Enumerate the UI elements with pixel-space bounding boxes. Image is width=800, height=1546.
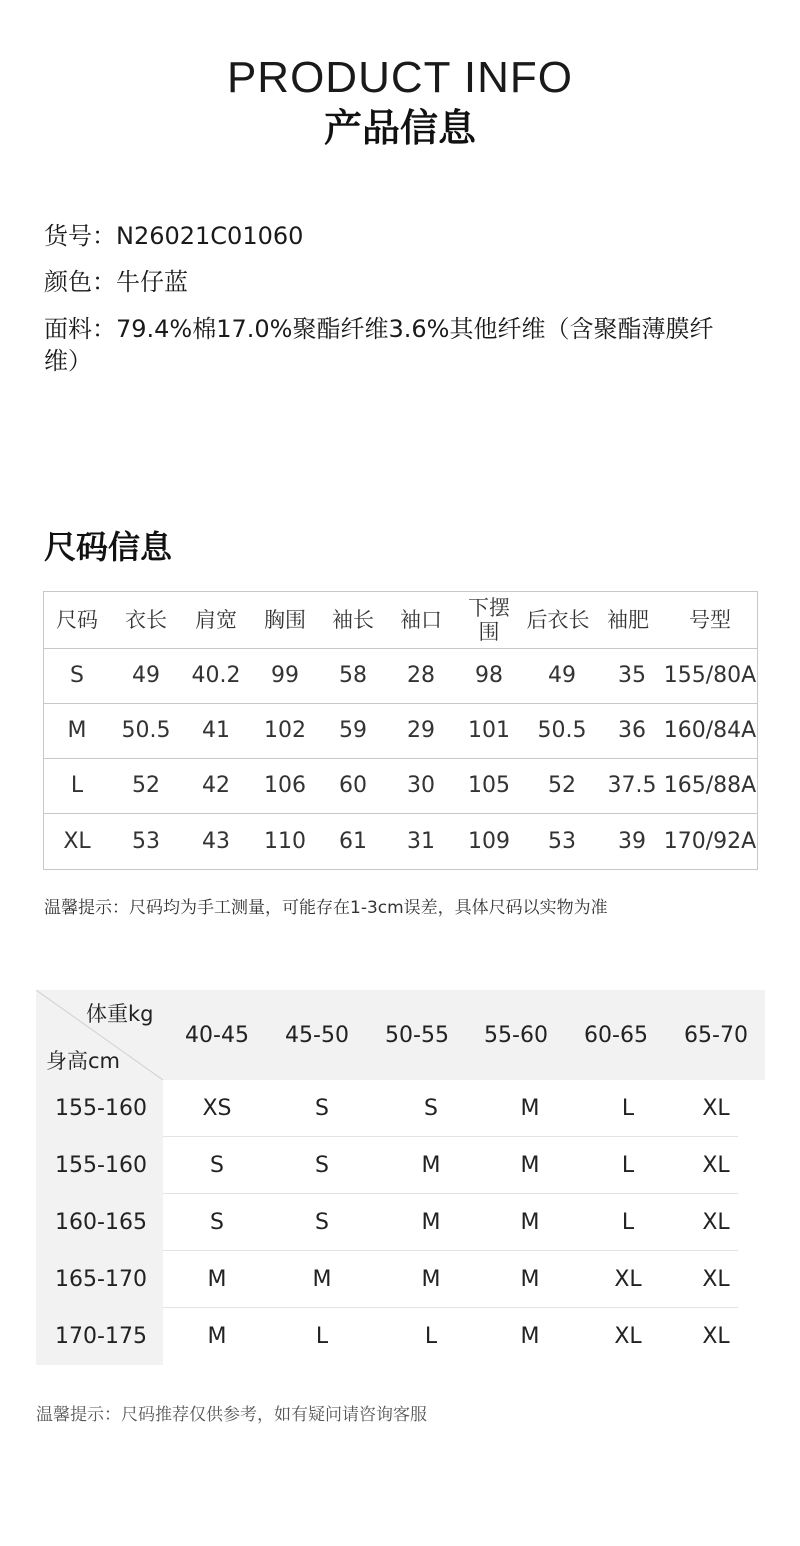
recommended-size-cell: XL <box>702 1153 730 1178</box>
recommend-note: 温馨提示：尺码推荐仅供参考，如有疑问请咨询客服 <box>36 1405 427 1425</box>
size-table-cell: 43 <box>202 828 230 854</box>
size-table <box>43 591 758 870</box>
size-table-row <box>44 649 757 704</box>
size-table-cell: 40.2 <box>191 663 241 688</box>
height-axis-label: 身高cm <box>46 1049 121 1073</box>
product-sku: 货号：N26021C01060 <box>44 222 304 250</box>
size-table-cell: 105 <box>468 773 510 798</box>
size-table-cell: S <box>70 663 84 688</box>
weight-header-cell: 45-50 <box>285 1023 349 1048</box>
size-table-cell: 31 <box>407 828 435 854</box>
weight-axis-label: 体重kg <box>86 1002 154 1026</box>
recommended-size-cell: M <box>520 1324 540 1349</box>
size-header-cell: 下摆围 <box>468 596 510 644</box>
size-table-cell: 53 <box>548 828 576 854</box>
height-range-cell: 160-165 <box>55 1210 147 1235</box>
height-range-cell: 170-175 <box>55 1324 147 1349</box>
size-table-cell: 99 <box>271 663 299 688</box>
size-header-cell: 袖肥 <box>607 608 649 632</box>
size-table-cell: 58 <box>339 663 367 688</box>
recommended-size-cell: M <box>520 1153 540 1178</box>
size-header-cell: 号型 <box>689 608 731 632</box>
product-fabric: 面料：79.4%棉17.0%聚酯纤维3.6%其他纤维（含聚酯薄膜纤维） <box>44 315 714 375</box>
size-table-cell: L <box>70 773 84 798</box>
size-table-row <box>44 704 757 759</box>
weight-header-cell: 50-55 <box>385 1023 449 1048</box>
recommended-size-cell: XL <box>702 1267 730 1292</box>
recommended-size-cell: XL <box>614 1324 642 1349</box>
size-table-cell: 109 <box>468 828 510 854</box>
size-table-row <box>44 759 757 814</box>
recommended-size-cell: M <box>312 1267 332 1292</box>
recommended-size-cell: M <box>520 1210 540 1235</box>
recommended-size-cell: L <box>315 1324 329 1349</box>
size-table-cell: 29 <box>407 718 435 743</box>
size-table-cell: 160/84A <box>663 718 757 743</box>
recommended-size-cell: M <box>421 1267 441 1292</box>
size-table-cell: 60 <box>339 773 367 798</box>
recommended-size-cell: M <box>520 1267 540 1292</box>
size-table-cell: 98 <box>475 663 503 688</box>
weight-header-cell: 55-60 <box>484 1023 548 1048</box>
recommended-size-cell: S <box>424 1096 438 1121</box>
size-table-cell: 30 <box>407 773 435 798</box>
size-header-cell: 袖长 <box>332 608 374 632</box>
height-range-cell: 155-160 <box>55 1096 147 1121</box>
recommended-size-cell: M <box>421 1210 441 1235</box>
size-table-cell: 28 <box>407 663 435 688</box>
recommended-size-cell: XS <box>202 1096 232 1121</box>
size-table-cell: 52 <box>548 773 576 798</box>
size-table-cell: 49 <box>132 663 160 688</box>
size-table-cell: 101 <box>468 718 510 743</box>
size-header-cell: 胸围 <box>264 608 306 632</box>
size-table-cell: 102 <box>264 718 306 743</box>
size-header-cell: 肩宽 <box>195 608 237 632</box>
size-header-cell: 后衣长 <box>526 608 590 632</box>
recommended-size-cell: XL <box>702 1210 730 1235</box>
recommended-size-cell: M <box>520 1096 540 1121</box>
product-color: 颜色：牛仔蓝 <box>44 268 188 296</box>
recommended-size-cell: S <box>315 1210 329 1235</box>
size-table-cell: 110 <box>264 828 306 854</box>
height-range-cell: 165-170 <box>55 1267 147 1292</box>
size-table-cell: 165/88A <box>663 773 757 798</box>
recommended-size-cell: S <box>315 1153 329 1178</box>
size-table-cell: 42 <box>202 773 230 798</box>
recommended-size-cell: S <box>315 1096 329 1121</box>
recommended-size-cell: M <box>207 1324 227 1349</box>
size-table-cell: 50.5 <box>537 718 587 743</box>
weight-header-cell: 65-70 <box>684 1023 748 1048</box>
size-table-cell: 106 <box>264 773 306 798</box>
page-title-en: PRODUCT INFO <box>226 53 574 102</box>
recommended-size-cell: M <box>207 1267 227 1292</box>
size-header-cell: 衣长 <box>125 608 167 632</box>
recommended-size-cell: XL <box>702 1096 730 1121</box>
size-table-cell: 39 <box>618 828 646 854</box>
size-header-cell: 袖口 <box>400 608 442 632</box>
recommended-size-cell: L <box>621 1096 635 1121</box>
size-table-cell: 49 <box>548 663 576 688</box>
size-table-cell: 37.5 <box>607 773 657 798</box>
size-table-cell: 52 <box>132 773 160 798</box>
recommended-size-cell: L <box>621 1210 635 1235</box>
size-table-cell: 155/80A <box>663 663 757 688</box>
recommended-size-cell: S <box>210 1210 224 1235</box>
recommended-size-cell: S <box>210 1153 224 1178</box>
size-table-cell: 50.5 <box>121 718 171 743</box>
size-table-cell: M <box>67 718 87 743</box>
recommended-size-cell: XL <box>614 1267 642 1292</box>
size-table-header <box>44 592 757 649</box>
size-table-row <box>44 814 757 869</box>
size-table-cell: 61 <box>339 828 367 854</box>
size-table-cell: 170/92A <box>663 828 757 854</box>
size-table-cell: 59 <box>339 718 367 743</box>
recommended-size-cell: L <box>424 1324 438 1349</box>
height-range-cell: 155-160 <box>55 1153 147 1178</box>
page-title-cn: 产品信息 <box>323 106 476 150</box>
size-section-title: 尺码信息 <box>44 528 173 566</box>
recommended-size-cell: M <box>421 1153 441 1178</box>
recommended-size-cell: XL <box>702 1324 730 1349</box>
size-table-cell: 35 <box>618 663 646 688</box>
size-table-cell: 53 <box>132 828 160 854</box>
size-note: 温馨提示：尺码均为手工测量，可能存在1-3cm误差，具体尺码以实物为准 <box>44 898 608 918</box>
weight-header-cell: 40-45 <box>185 1023 249 1048</box>
size-header-cell: 尺码 <box>56 608 98 632</box>
recommended-size-cell: L <box>621 1153 635 1178</box>
size-table-cell: 36 <box>618 718 646 743</box>
size-table-cell: XL <box>63 828 91 854</box>
weight-header-cell: 60-65 <box>584 1023 648 1048</box>
size-table-cell: 41 <box>202 718 230 743</box>
